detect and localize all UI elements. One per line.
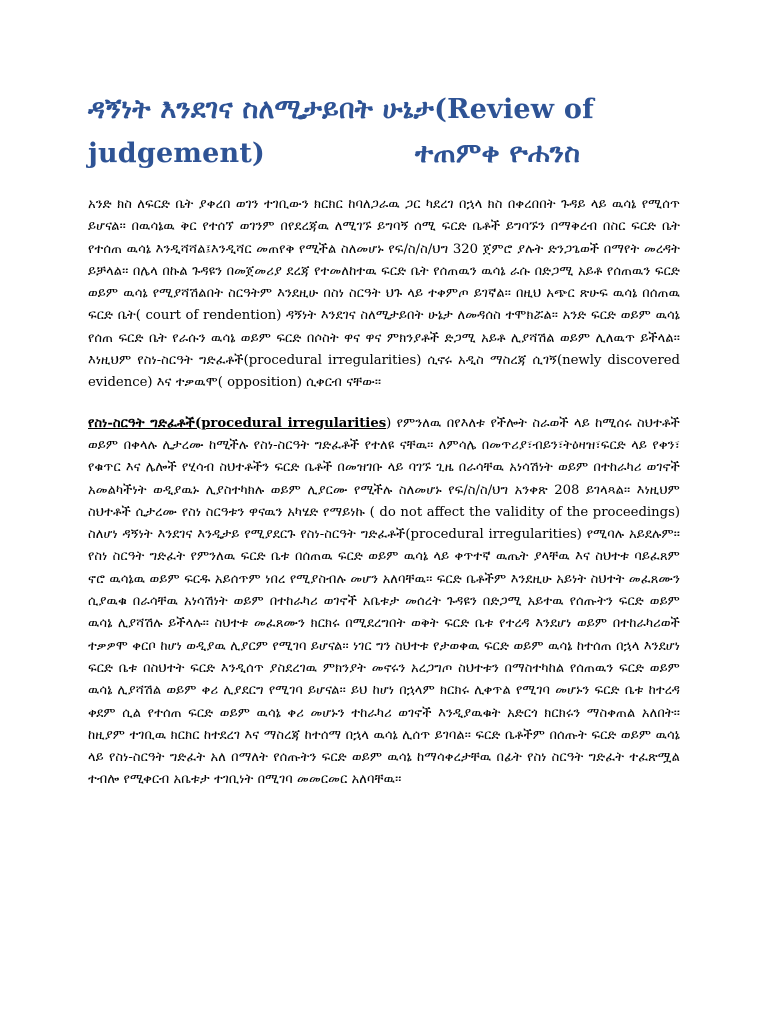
document-page (88, 88, 680, 792)
title-main: ዳኝነት እንደገና ስለሚታይበት ሁኔታ(Review of judgement) (88, 94, 594, 169)
paragraph-body: ) የምንለዉ በየእለቱ የችሎት ስራወች ላይ ከሚሰሩ ስህተቶች ወይም በቀላሉ ሊታረሙ ከሚችሉ የስነ-ስርዓት ግድፈቶች የተለዩ ናቸዉ፡፡ ለምሳሌ በመጥሪያ፣ብይን፣ትዕዛዝ፣ፍርድ ላይ የቀን፣ የቁጥር እና ሌሎች የሂሳብ ስህተቶችን ፍርድ ቤቶች በመዝገቡ ላይ ባገኙ ጊዜ በራሳቸዉ አነሳሽነት ወይም በተከራካሪ ወገኖች አመልካችነት ወዲያዉኑ ሊያስተካክሉ ወይም ሊያርሙ የሚችሉ ስለመሆኑ የፍ/ስ/ስ/ህግ አንቀጽ 208 ይገላጻል፡፡ እነዚህም ስህተቶች ሲታረሙ የስነ ስርዓቱን ዋናዉን አካሄድ የማይነኩ ( do not affect the validity of the proceedings) ስለሆነ ዳኝነት እንደገና እንዲታይ የሚያደርጉ የስነ-ስርዓት ግድፈቶች(procedural irregularities) የሚባሉ አይደሉም፡፡ የስነ ስርዓት ግድፈት የምንለዉ ፍርድ ቤቱ በሰጠዉ ፍርድ ወይም ዉሳኔ ላይ ቀጥተኛ ዉጤት ያላቸዉ እና ስህተቱ ባይፈጸም ኖሮ ዉሳኔዉ ወይም ፍርዱ አይሰጥም ነበረ የሚያስብሉ መሆን አለባቸዉ፡፡ ፍርድ ቤቶችም እንደዚሁ አይነት ስህተት መፈጸሙን ሲያዉቁ በራሳቸዉ አነሳሽነት ወይም በተከራካሪ ወገኖች አቤቱታ መሰረት ጉዳዩን በድጋሚ አይተዉ የሰጡትን ፍርድ ወይም ዉሳኔ ሊያሻሽሉ ይችላሉ፡፡ ስህተቱ መፈጸሙን ክርክሩ በሚደረግበት ወቅት ፍርድ ቤቱ የተረዳ እንደሆነ ወይም በተከራካሪወች ተቃዎሞ ቀርቦ ከሆነ ወዲያዉ ሊያርም የሚገባ ይሆናል፡፡ ነገር ግን ስህተቱ የታወቀዉ ፍርድ ወይም ዉሳኔ ከተሰጠ በኋላ እንደሆነ ፍርድ ቤቱ በስህተት ፍርድ እንዲሰጥ ያስደረገዉ ምክንያት መኖሩን አረጋግጦ ስህተቱን በማስተካከል የሰጠዉን ፍርድ ወይም ዉሳኔ ሊያሻሽል ወይም ቀሪ ሊያደርግ የሚገባ ይሆናል፡፡ ይህ ከሆነ በኋላም ክርክሩ ሊቀጥል የሚገባ መሆኑን ፍርድ ቤቱ ከተረዳ ቀደም ሲል የተሰጠ ፍርድ ወይም ዉሳኔ ቀሪ መሆኑን ተከራካሪ ወገኖች እንዲያዉቁት አድርጎ ክርክሩን ማስቀጠል አለበት፡፡ ከዚያም ተገቢዉ ክርክር ከተደረገ እና ማስረጃ ከተሰማ በኋላ ዉሳኔ ሊሰጥ ይገባል፡፡ ፍርድ ቤቶችም በሰጡት ፍርድ ወይም ዉሳኔ ላይ የስነ-ስርዓት ግድፈት አለ በማለት የሰጡትን ፍርድ ወይም ዉሳኔ ከማሳቀረታቸዉ በፊት የስነ ስርዓት ግድፈት ተፈጽሟል ተብሎ የሚቀርብ አቤቱታ ተገቢነት በሚገባ መመርመር አለባቸዉ፡፡ (88, 415, 681, 788)
title-author: ተጠምቀ ዮሐንስ (414, 138, 581, 169)
section-lead-term: የስነ-ስርዓት ግድፈቶች(procedural irregularities (88, 415, 387, 431)
paragraph-procedural-irregularities (88, 413, 680, 792)
paragraph-intro: አንድ ክስ ለፍርድ ቤት ያቀረበ ወገን ተገቢውን ክርክር ከባለጋራዉ ጋር ካደረገ በኋላ ክስ በቀረበበት ጉዳይ ላይ ዉሳኔ የሚሰጥ ይሆናል፡፡ በዉሳኔዉ ቅር የተሰኘ ወገንም በየደረጃዉ ለሚገኙ ይግባኝ ሰሚ ፍርድ ቤቶች ይግባኙን በማቅረብ በስር ፍርድ ቤት የተሰጠ ዉሳኔ እንዲሻሻል፤እንዲሻር መጠየቅ የሚችል ስለመሆኑ የፍ/ስ/ስ/ህግ 320 ጀምሮ ያሉት ድንጋጌወች በማየት መረዳት ይቻላል፡፡ በሌላ በኩል ጉዳዩን በመጀመሪያ ደረጃ የተመለከተዉ ፍርድ ቤት የሰጠዉን ዉሳኔ ራሱ በድጋሚ አይቶ የሰጠዉን ፍርድ ወይም ዉሳኔ የሚያሻሽልበት ስርዓትም እንደዚሁ በስነ ስርዓት ህጉ ላይ ተቀምጦ ይገኛል፡፡ በዚህ አጭር ጽሁፍ ዉሳኔ በሰጠዉ ፍርድ ቤት( court of rendention) ዳኝነት እንደገና ስለሚታይበት ሁኔታ ለመዳሰስ ተሞክሯል፡፡ አንድ ፍርድ ወይም ዉሳኔ የሰጠ ፍርድ ቤት የራሱን ዉሳኔ ወይም ፍርድ በሶስት ዋና ዋና ምክንያቶች ድጋሚ አይቶ ሊያሻሽል ወይም ሊለዉጥ ይችላል፡፡ እነዚህም የስነ-ስርዓት ግድፈቶች(procedural irregularities) ሲኖሩ አዲስ ማስረጃ ሲገኝ(newly discovered evidence) እና ተቃዉሞ( opposition) ሲቀርብ ናቸው፡፡ (88, 197, 680, 391)
document-title (88, 88, 680, 176)
